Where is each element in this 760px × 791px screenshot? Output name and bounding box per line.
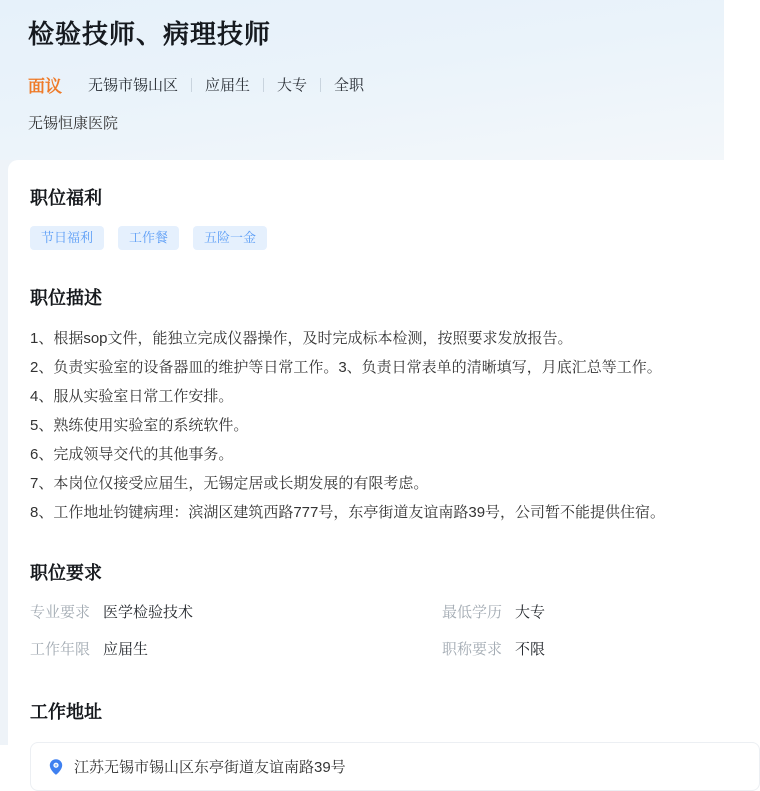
requirement-value: 医学检验技术 — [103, 604, 194, 621]
job-title: 检验技师、病理技师 — [28, 19, 272, 49]
requirement-label: 职称要求 — [442, 641, 503, 658]
benefit-tags — [30, 226, 700, 250]
location-pin-icon — [47, 758, 65, 776]
requirement-label: 最低学历 — [442, 604, 503, 621]
benefit-tag: 节日福利 — [30, 226, 104, 250]
benefits-heading: 职位福利 — [30, 188, 102, 208]
job-meta-row — [28, 72, 704, 97]
requirement-item-education — [442, 603, 700, 623]
requirement-item-title — [442, 640, 700, 660]
meta-location: 无锡市锡山区 — [88, 77, 179, 94]
work-address-box[interactable] — [30, 742, 760, 791]
meta-job-type: 全职 — [334, 77, 365, 94]
address-heading: 工作地址 — [30, 702, 102, 722]
requirement-value: 不限 — [515, 641, 546, 658]
description-body — [30, 324, 700, 527]
description-heading: 职位描述 — [30, 288, 102, 308]
description-line: 8、工作地址钧键病理：滨湖区建筑西路777号，东亭街道友谊南路39号，公司暂不能提供住宿。 — [30, 504, 666, 521]
job-header — [0, 0, 724, 160]
requirement-value: 大专 — [515, 604, 546, 621]
work-address-text: 江苏无锡市锡山区东亭街道友谊南路39号 — [74, 759, 346, 776]
requirement-label: 专业要求 — [30, 604, 91, 621]
description-line: 5、熟练使用实验室的系统软件。 — [30, 417, 249, 434]
requirement-label: 工作年限 — [30, 641, 91, 658]
requirement-item-experience — [30, 640, 442, 660]
meta-experience: 应届生 — [205, 77, 251, 94]
description-line: 2、负责实验室的设备器皿的维护等日常工作。3、负责日常表单的清晰填写，月底汇总等工作。 — [30, 359, 662, 376]
benefit-tag: 五险一金 — [193, 226, 267, 250]
job-content-card — [8, 160, 724, 791]
requirement-value: 应届生 — [103, 641, 149, 658]
description-line: 7、本岗位仅接受应届生，无锡定居或长期发展的有限考虑。 — [30, 475, 429, 492]
description-line: 1、根据sop文件，能独立完成仪器操作，及时完成标本检测，按照要求发放报告。 — [30, 330, 573, 347]
meta-separator — [191, 78, 192, 92]
description-line: 6、完成领导交代的其他事务。 — [30, 446, 234, 463]
meta-separator — [263, 78, 264, 92]
meta-separator — [320, 78, 321, 92]
company-name[interactable]: 无锡恒康医院 — [28, 115, 119, 132]
requirements-heading: 职位要求 — [30, 563, 102, 583]
description-line: 4、服从实验室日常工作安排。 — [30, 388, 234, 405]
meta-education: 大专 — [277, 77, 308, 94]
requirement-item-major — [30, 603, 442, 623]
requirements-grid — [30, 603, 700, 660]
salary-text: 面议 — [28, 77, 62, 96]
benefit-tag: 工作餐 — [118, 226, 179, 250]
